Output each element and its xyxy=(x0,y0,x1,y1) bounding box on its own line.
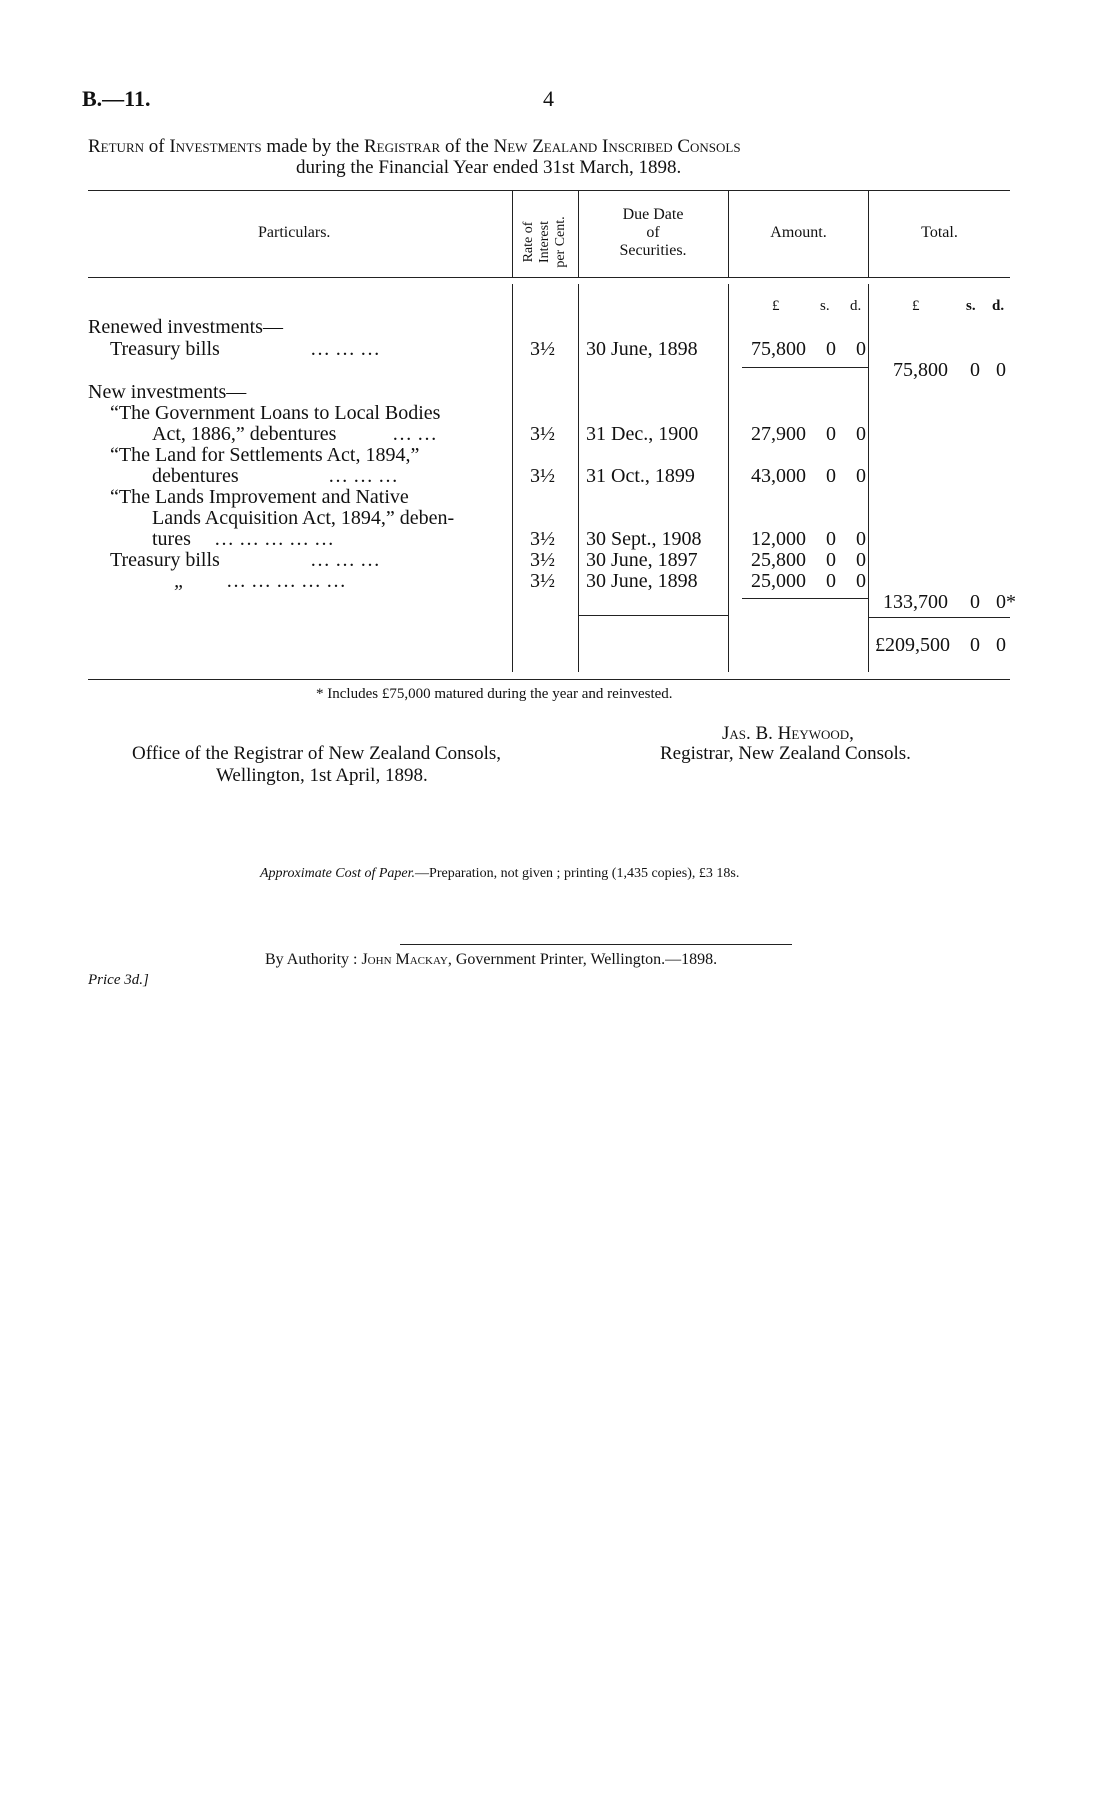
renewed-heading: Renewed investments— xyxy=(88,316,283,338)
leader-dots: … … … xyxy=(310,549,380,571)
amount-unit-shilling: s. xyxy=(820,298,830,314)
grand-total-s: 0 xyxy=(970,634,980,656)
amount: 25,000 xyxy=(751,570,806,592)
amount-d: 0 xyxy=(856,338,866,360)
header-total: Total. xyxy=(921,224,958,241)
amount-end-rule xyxy=(578,615,728,616)
leader-dots: … … … xyxy=(310,338,380,360)
header-amount: Amount. xyxy=(770,224,827,241)
header-rate-line-1: Rate of xyxy=(521,221,536,263)
amount-s: 0 xyxy=(826,528,836,550)
subtotal-rule-1 xyxy=(742,367,868,368)
title-of: of xyxy=(148,136,165,157)
imprint-prefix: By Authority : xyxy=(265,951,358,968)
title-line-1 xyxy=(88,136,741,158)
amount: 27,900 xyxy=(751,423,806,445)
particular-line: “The Land for Settlements Act, 1894,” xyxy=(110,444,420,466)
header-rate-line-3: per Cent. xyxy=(553,216,568,268)
amount-s: 0 xyxy=(826,423,836,445)
header-rate xyxy=(513,190,577,277)
amount-d: 0 xyxy=(856,570,866,592)
amount-s: 0 xyxy=(826,549,836,571)
imprint xyxy=(265,951,717,969)
paper-cost-label: Approximate Cost of Paper. xyxy=(260,866,416,881)
rate: 3½ xyxy=(530,528,555,550)
amount-d: 0 xyxy=(856,528,866,550)
header-due-line-2: of xyxy=(646,224,660,241)
table-bottom-rule xyxy=(88,679,1010,680)
amount-d: 0 xyxy=(856,423,866,445)
signature-name: Jas. B. Heywood, xyxy=(722,723,854,744)
new-heading: New investments— xyxy=(88,381,247,403)
title-line-2: during the Financial Year ended 31st March, 1898. xyxy=(296,157,682,178)
particular-line: tures xyxy=(152,528,191,550)
grand-total-d: 0 xyxy=(996,634,1006,656)
title-registrar: Registrar xyxy=(363,136,441,157)
leader-dots: … … … … … xyxy=(214,528,334,550)
footnote: * Includes £75,000 matured during the year and reinvested. xyxy=(316,686,673,702)
rate: 3½ xyxy=(530,549,555,571)
title-consols: New Zealand Inscribed Consols xyxy=(493,136,741,157)
col-sep-2 xyxy=(578,284,579,672)
particular-line: Act, 1886,” debentures xyxy=(152,423,337,445)
particular: Treasury bills xyxy=(110,338,220,360)
particular-line: Lands Acquisition Act, 1894,” deben- xyxy=(152,507,455,529)
new-total-d: 0* xyxy=(996,591,1016,613)
total-unit-pence: d. xyxy=(992,298,1005,314)
due-date: 31 Dec., 1900 xyxy=(586,423,699,445)
leader-dots: … … … xyxy=(328,465,398,487)
total-unit-shilling: s. xyxy=(966,298,976,314)
amount-d: 0 xyxy=(856,465,866,487)
title-mid: made by the xyxy=(266,136,360,157)
amount-s: 0 xyxy=(826,570,836,592)
due-date: 30 June, 1898 xyxy=(586,338,698,360)
total-rule-1 xyxy=(868,617,1010,618)
renewed-total-s: 0 xyxy=(970,359,980,381)
due-date: 31 Oct., 1899 xyxy=(586,465,695,487)
amount: 43,000 xyxy=(751,465,806,487)
paper-cost xyxy=(260,866,739,882)
header-particulars: Particulars. xyxy=(258,224,331,241)
header-due-date xyxy=(579,206,727,260)
rate: 3½ xyxy=(530,570,555,592)
price: Price 3d.] xyxy=(88,972,149,988)
amount: 75,800 xyxy=(751,338,806,360)
due-date: 30 June, 1898 xyxy=(586,570,698,592)
rate: 3½ xyxy=(530,465,555,487)
ditto-mark: „ xyxy=(174,570,186,592)
col-sep-1 xyxy=(512,284,513,672)
amount-d: 0 xyxy=(856,549,866,571)
leader-dots: … … … … … xyxy=(226,570,346,592)
page-number: 4 xyxy=(543,86,554,111)
subtotal-rule-2 xyxy=(742,598,868,599)
title-return: Return xyxy=(88,136,145,157)
particular-line: “The Government Loans to Local Bodies xyxy=(110,402,441,424)
amount: 25,800 xyxy=(751,549,806,571)
particular-line: “The Lands Improvement and Native xyxy=(110,486,409,508)
office-line-2: Wellington, 1st April, 1898. xyxy=(216,765,428,786)
header-due-line-1: Due Date xyxy=(622,206,684,223)
total-unit-pound: £ xyxy=(912,298,920,314)
imprint-printer-name: John Mackay, xyxy=(361,951,452,968)
new-total: 133,700 xyxy=(883,591,948,613)
amount-unit-pound: £ xyxy=(772,298,780,314)
amount: 12,000 xyxy=(751,528,806,550)
particular-line: Treasury bills xyxy=(110,549,220,571)
col-sep-4 xyxy=(868,284,869,672)
imprint-rule xyxy=(400,944,792,945)
paper-cost-text: —Preparation, not given ; printing (1,435 copies), £3 18s. xyxy=(415,866,740,881)
new-total-s: 0 xyxy=(970,591,980,613)
imprint-suffix: Government Printer, Wellington.—1898. xyxy=(455,951,718,968)
col-sep-3 xyxy=(728,284,729,672)
title-investments: Investments xyxy=(169,136,262,157)
particular-line: debentures xyxy=(152,465,239,487)
rate: 3½ xyxy=(530,338,555,360)
due-date: 30 June, 1897 xyxy=(586,549,698,571)
grand-total: £209,500 xyxy=(875,634,950,656)
title-of-the: of the xyxy=(444,136,489,157)
doc-number: B.—11. xyxy=(82,86,151,111)
amount-unit-pence: d. xyxy=(850,298,862,314)
signature-title: Registrar, New Zealand Consols. xyxy=(660,743,911,764)
renewed-total-d: 0 xyxy=(996,359,1006,381)
renewed-total: 75,800 xyxy=(893,359,948,381)
rate: 3½ xyxy=(530,423,555,445)
header-rate-line-2: Interest xyxy=(537,221,552,263)
due-date: 30 Sept., 1908 xyxy=(586,528,702,550)
office-line-1: Office of the Registrar of New Zealand Consols, xyxy=(132,743,501,764)
header-due-line-3: Securities. xyxy=(619,242,687,259)
amount-s: 0 xyxy=(826,465,836,487)
leader-dots: … … xyxy=(392,423,437,445)
amount-s: 0 xyxy=(826,338,836,360)
